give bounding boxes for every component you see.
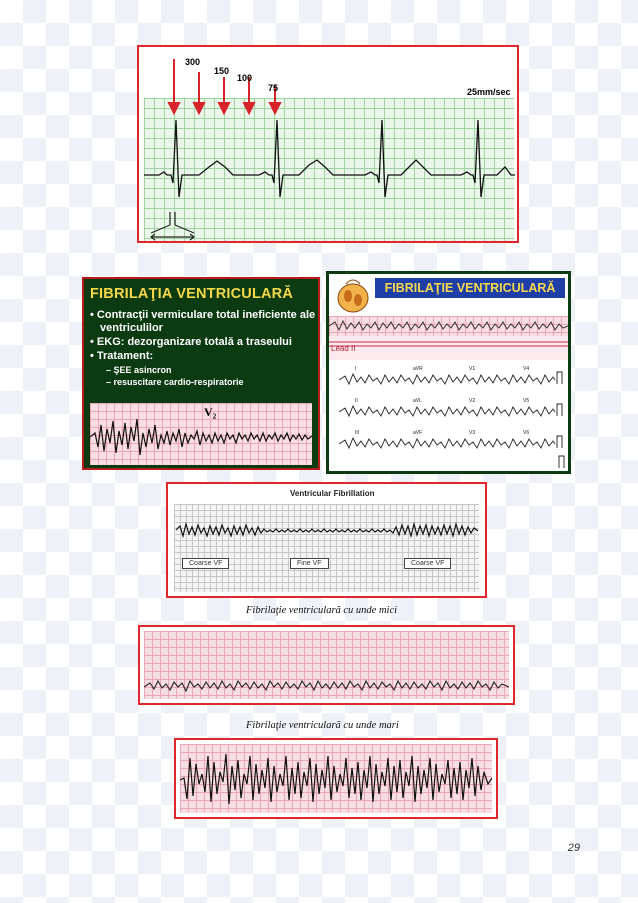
caption-small-waves: Fibrilaţie ventriculară cu unde mici	[246, 605, 398, 616]
lead-name: V5	[523, 398, 530, 404]
heart-illustration	[332, 276, 374, 316]
coarse-vf-label-1: Coarse VF	[182, 558, 229, 569]
lead-name: V2	[469, 398, 476, 404]
bullet-3: • Tratament:	[90, 350, 154, 362]
coarse-vf-label-2: Coarse VF	[404, 558, 451, 569]
rate-150-label: 150	[214, 66, 230, 76]
slide-fibrilatia	[82, 277, 320, 470]
lead-name: V4	[523, 366, 530, 372]
caption-large-waves: Fibrilaţie ventriculară cu unde mari	[246, 720, 399, 731]
lead-name: V3	[469, 430, 476, 436]
lead-v2-label: V₂	[204, 405, 217, 419]
slide-fibrilatie-12-lead	[326, 271, 571, 474]
sub-bullet-1: – ŞEE asincron	[106, 365, 172, 375]
vf-strip-title: Ventricular Fibrillation	[290, 489, 375, 498]
slide-header	[329, 274, 568, 316]
slide-right-title: FIBRILAŢIE VENTRICULARĂ	[375, 278, 565, 298]
rate-75-label: 75	[268, 83, 279, 93]
interval-bracket	[151, 212, 194, 240]
slide-bullets	[90, 309, 320, 388]
rhythm-strip-lead-ii	[329, 336, 568, 360]
rate-100-label: 100	[237, 73, 253, 83]
lead-name: III	[355, 430, 360, 436]
top-ecg-figure	[137, 45, 519, 243]
lead-ii-label: Lead II	[331, 344, 356, 353]
lead-name: V6	[523, 430, 530, 436]
small-waves-grid	[144, 631, 509, 699]
lead-name: aVR	[413, 366, 423, 372]
vf-strip-trace	[168, 484, 485, 596]
slide-title: FIBRILAŢIA VENTRICULARĂ	[90, 286, 294, 302]
vf-large-waves-figure	[174, 738, 498, 819]
speed-label: 25mm/sec	[467, 87, 511, 97]
fine-vf-label: Fine VF	[290, 558, 329, 569]
bullet-2: • EKG: dezorganizare totală a traseului	[90, 336, 292, 348]
rate-300-label: 300	[185, 57, 201, 67]
ecg-trace	[144, 120, 515, 197]
twelve-lead-ecg	[329, 360, 568, 471]
sub-bullet-2: – resuscitare cardio-respiratorie	[106, 377, 244, 387]
lead-name: I	[355, 366, 357, 372]
top-ecg-svg	[139, 47, 517, 241]
twelve-lead-traces	[329, 360, 568, 471]
small-waves-trace	[144, 631, 509, 699]
large-waves-grid	[180, 744, 492, 813]
slide-vf-trace	[90, 403, 312, 465]
lead-name: aVF	[413, 430, 423, 436]
page-number: 29	[567, 842, 580, 854]
lead-name: II	[355, 398, 358, 404]
bullet-1: • Contracţii vermiculare total ineficiente ale ventriculilor	[90, 309, 316, 334]
rhythm-strip-top	[329, 316, 568, 336]
large-waves-trace	[180, 744, 492, 813]
lead-name: aVL	[413, 398, 422, 404]
vf-coarse-fine-figure	[166, 482, 487, 598]
lead-name: V1	[469, 366, 476, 372]
slide-ecg-strip	[90, 403, 312, 465]
vf-small-waves-figure	[138, 625, 515, 705]
